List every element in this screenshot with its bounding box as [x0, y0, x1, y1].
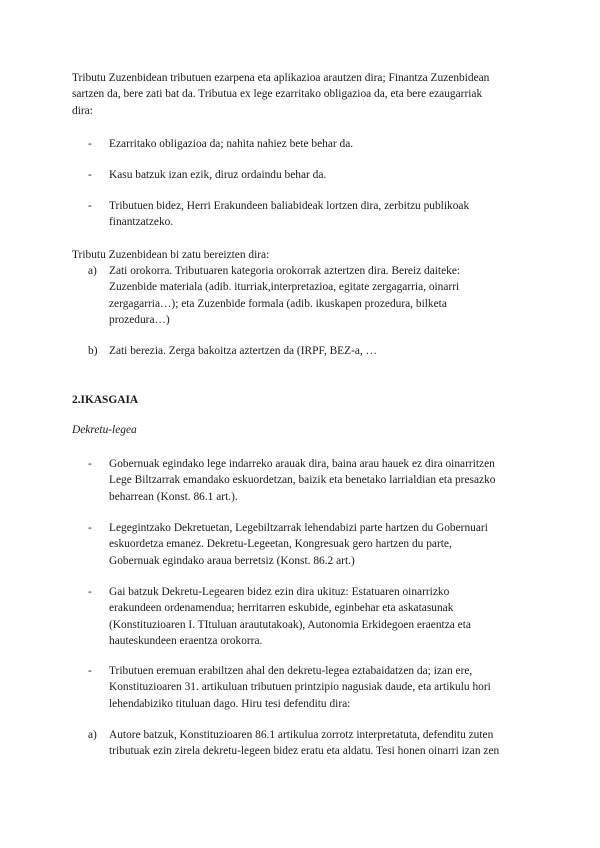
text-line: prozedura…) — [109, 314, 170, 327]
text-line: beharrean (Konst. 86.1 art.). — [109, 490, 238, 503]
intro-paragraph — [72, 70, 524, 119]
text-line: Ezarritako obligazioa da; nahita nahiez bete behar da. — [109, 138, 354, 150]
text-line: Legegintzako Dekretuetan, Legebiltzarrak lehendabizi parte hartzen du Gobernuari — [109, 522, 488, 534]
section-heading: 2.IKASGAIA — [72, 394, 139, 406]
text-line: Tributuen eremuan erabiltzen ahal den dekretu-legea eztabaidatzen da; izan ere, — [109, 665, 473, 677]
text-line: hauteskundeen eraentza orokorra. — [109, 635, 263, 648]
text-line: tributuak ezin zirela dekretu-legeen bidez eratu eta aldatu. Tesi honen oinarri izan zen — [109, 745, 500, 758]
bullet-dash: - — [88, 522, 92, 534]
text-line: Gobernuak egindako lege indarreko arauak dira, baina arau hauek ez dira oinarritzen — [109, 458, 495, 470]
text-line: eskuordetza emanez. Dekretu-Legeetan, Kongresuak gero hartzen du parte, — [109, 538, 452, 551]
text-line: Autore batzuk, Konstituzioaren 86.1 artikulua zorrotz interpretatuta, defenditu zuten — [109, 729, 494, 741]
text-line: Gobernuak egindako araua berretsiz (Konst. 86.2 art.) — [109, 554, 355, 567]
list-letter: b) — [88, 345, 98, 357]
parts-intro: Tributu Zuzenbidean bi zatu bereizten dira: — [72, 249, 270, 261]
list-letter: a) — [88, 265, 97, 277]
text-line: Gai batzuk Dekretu-Legearen bidez ezin dira ukituz: Estatuaren oinarrizko — [109, 586, 450, 598]
text-line: erakundeen ordenamendua; herritarren eskubide, eginbehar eta askatasunak — [109, 602, 454, 615]
bullet-dash: - — [88, 586, 92, 598]
bullet-dash: - — [88, 138, 92, 150]
text-line: lehendabiziko tituluan dago. Hiru tesi defenditu dira: — [109, 697, 351, 710]
bullet-dash: - — [88, 458, 92, 470]
text-line: (Konstituzioaren I. TItuluan araututakoak), Autonomia Erkidegoen eraentza eta — [109, 618, 471, 631]
text-line: Tributuen bidez, Herri Erakundeen baliabideak lortzen dira, zerbitzu publikoak — [109, 200, 470, 212]
text-line: sartzen da, bere zati bat da. Tributua ex lege ezarritako obligazioa da, eta bere ezaugarriak — [72, 88, 483, 101]
text-line: dira: — [72, 104, 93, 117]
list-letter: a) — [88, 729, 97, 741]
text-line: Tributu Zuzenbidean tributuen ezarpena eta aplikazioa arautzen dira; Finantza Zuzenbidean — [72, 72, 490, 84]
bullet-dash: - — [88, 169, 92, 181]
subheading: Dekretu-legea — [72, 424, 137, 436]
text-line: Zati berezia. Zerga bakoitza aztertzen da (IRPF, BEZ-a, … — [109, 345, 378, 357]
text-line: Konstituzioaren 31. artikuluan tributuen printzipio nagusiak daude, eta artikulu hori — [109, 681, 491, 694]
text-line: zergagarria…); eta Zuzenbide formala (adib. ikuskapen prozedura, bilketa — [109, 297, 447, 310]
bullet-dash: - — [88, 665, 92, 677]
text-line: Zuzenbide materiala (adib. iturriak,interpretazioa, egitate zergagarria, oinarri — [109, 281, 460, 294]
text-line: Kasu batzuk izan ezik, diruz ordaindu behar da. — [109, 169, 327, 181]
text-line: finantzatzeko. — [109, 216, 174, 229]
text-line: Zati orokorra. Tributuaren kategoria orokorrak aztertzen dira. Bereiz daiteke: — [109, 265, 461, 277]
text-line: Lege Biltzarrak emandako eskuordetzan, baizik eta benetako larrialdian eta presazko — [109, 474, 496, 487]
bullet-dash: - — [88, 200, 92, 212]
